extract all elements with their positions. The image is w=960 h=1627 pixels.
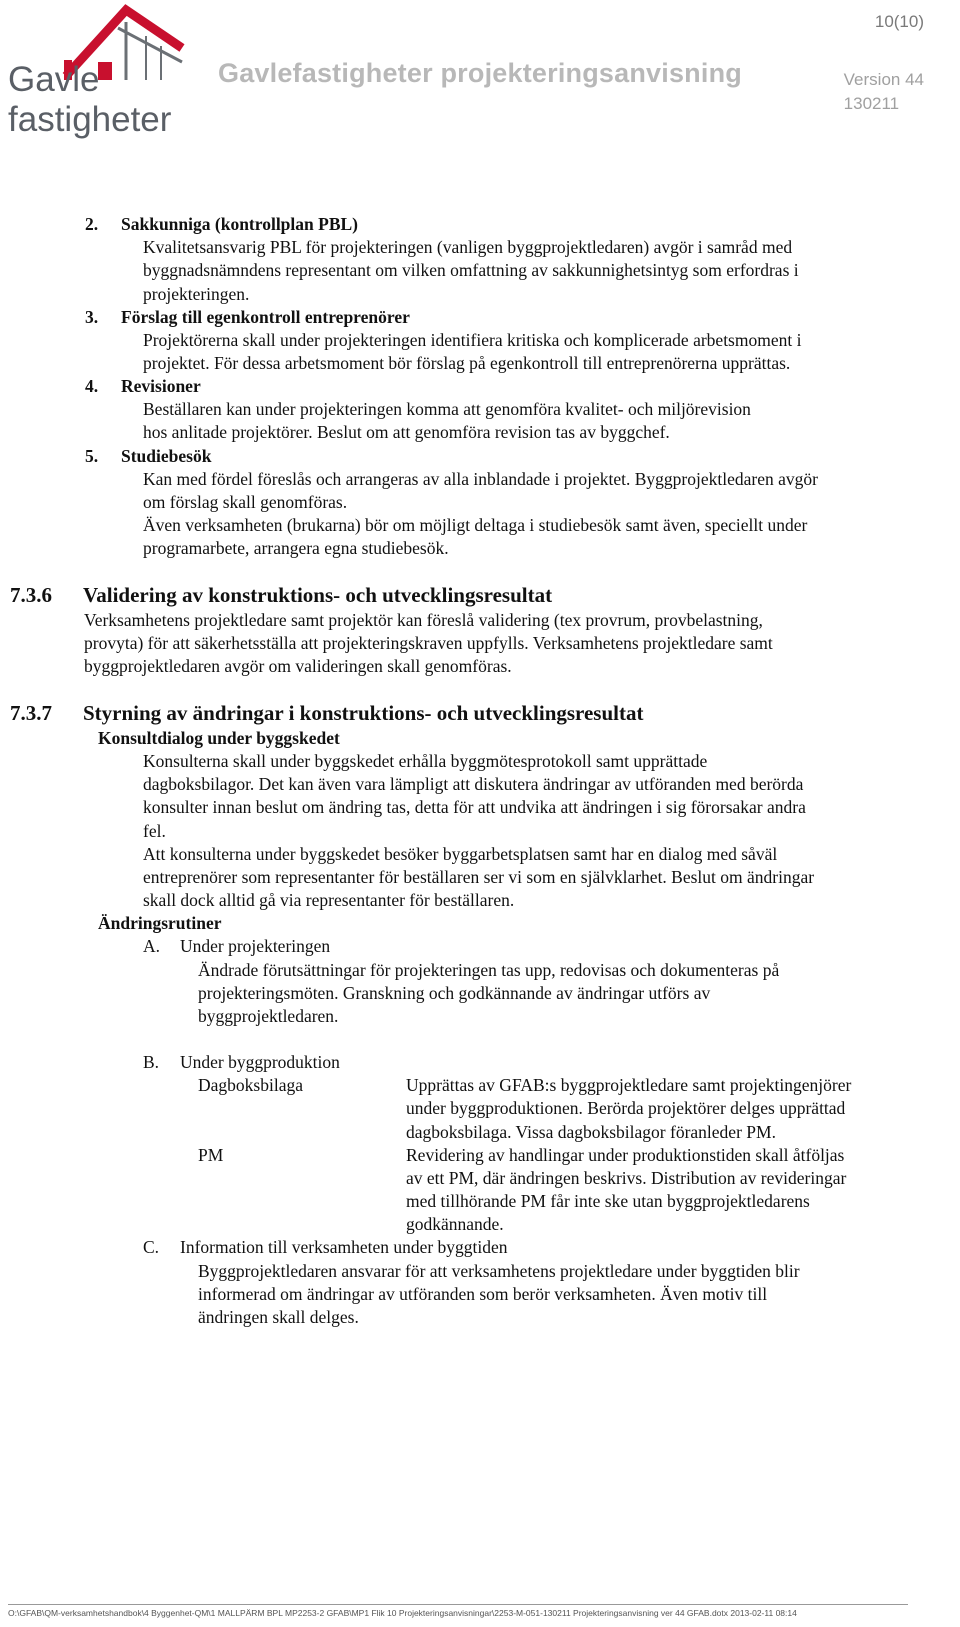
item-5-line: Kan med fördel föreslås och arrangeras av alla inblandade i projektet. Byggprojektledaren avgör [143, 469, 818, 489]
konsultdialog-line: Att konsulterna under byggskedet besöker byggarbetsplatsen samt har en dialog med såväl [143, 844, 778, 864]
section-7-3-6-line: byggprojektledaren avgör om valideringen skall genomföras. [84, 656, 512, 676]
konsultdialog-line: dagboksbilagor. Det kan även vara lämpligt att diskutera ändringar av utföranden med berörda [143, 774, 804, 794]
konsultdialog-line: Konsulterna skall under byggskedet erhålla byggmötesprotokoll samt upprättade [143, 751, 708, 771]
item-5-line: Även verksamheten (brukarna) bör om möjligt deltaga i studiebesök samt även, speciellt under [143, 515, 808, 535]
section-7-3-6-number: 7.3.6 [10, 583, 52, 607]
definition-line: Upprättas av GFAB:s byggprojektledare samt projektingenjörer [406, 1075, 852, 1095]
routine-b-letter: B. [143, 1052, 160, 1072]
item-4-line: Beställaren kan under projekteringen komma att genomföra kvalitet- och miljörevision [143, 399, 751, 419]
item-4-line: hos anlitade projektörer. Beslut om att genomföra revision tas av byggchef. [143, 422, 670, 442]
item-5-line: om förslag skall genomföras. [143, 492, 348, 512]
item-5-line: programarbete, arrangera egna studiebesök. [143, 538, 449, 558]
item-2-line: Kvalitetsansvarig PBL för projekteringen (vanligen byggprojektledaren) avgör i samråd med [143, 237, 793, 257]
item-2-number: 2. [85, 214, 99, 234]
routine-c-line: Byggprojektledaren ansvarar för att verksamhetens projektledare under byggtiden blir [198, 1261, 800, 1281]
logo-text-fastigheter: fastigheter [8, 100, 172, 139]
item-3-number: 3. [85, 307, 99, 327]
definition-line: under byggproduktionen. Berörda projektörer delges upprättad [406, 1098, 846, 1118]
term-dagboksbilaga: Dagboksbilaga [198, 1075, 303, 1095]
section-7-3-7-number: 7.3.7 [10, 701, 52, 725]
definition-line: Revidering av handlingar under produktionstiden skall åtföljas [406, 1145, 845, 1165]
footer-file-path: O:\GFAB\QM-verksamhetshandbok\4 Byggenhet-QM\1 MALLPÄRM BPL MP2253-2 GFAB\MP1 Flik 10 Projekteringsanvisningar\2253-M-051-130211 Projekteringsanvisning ver 44 GFAB.dotx 2013-02-11 08:14 [8, 1608, 797, 1618]
definition-line: dagboksbilaga. Vissa dagboksbilagor föranleder PM. [406, 1122, 776, 1142]
definition-line: av ett PM, där ändringen beskrivs. Distribution av revideringar [406, 1168, 847, 1188]
item-4-number: 4. [85, 376, 99, 396]
item-5-heading: Studiebesök [121, 446, 212, 466]
document-title: Gavlefastigheter projekteringsanvisning [218, 58, 742, 88]
routine-a-line: byggprojektledaren. [198, 1006, 339, 1026]
routine-c-line: informerad om ändringar av utföranden som berör verksamheten. Även motiv till [198, 1284, 768, 1304]
item-2-heading: Sakkunniga (kontrollplan PBL) [121, 214, 358, 234]
section-7-3-6-line: provyta) för att säkerhetsställa att projekteringskraven uppfylls. Verksamhetens projektledare samt [84, 633, 773, 653]
item-4-heading: Revisioner [121, 376, 201, 396]
term-pm: PM [198, 1145, 224, 1165]
version-block [844, 68, 924, 116]
routine-c-line: ändringen skall delges. [198, 1307, 359, 1327]
section-7-3-6-title: Validering av konstruktions- och utvecklingsresultat [83, 583, 553, 607]
logo-text-gavle: Gavle [8, 60, 100, 99]
item-2-line: projekteringen. [143, 284, 250, 304]
item-3-line: Projektörerna skall under projekteringen identifiera kritiska och komplicerade arbetsmoment i [143, 330, 802, 350]
routine-a-line: projekteringsmöten. Granskning och godkännande av ändringar utförs av [198, 983, 711, 1003]
konsultdialog-line: konsulter innan beslut om ändring tas, detta för att undvika att ändringen i sig förorsakar andra [143, 797, 806, 817]
routine-a-letter: A. [143, 936, 161, 956]
item-5-number: 5. [85, 446, 99, 466]
item-2-line: byggnadsnämndens representant om vilken omfattning av sakkunnighetsintyg som erfordras i [143, 260, 799, 280]
subheading-andringsrutiner: Ändringsrutiner [98, 913, 222, 933]
routine-a-title: Under projekteringen [180, 936, 331, 956]
footer-divider [8, 1604, 908, 1605]
konsultdialog-line: skall dock alltid gå via representanter för beställaren. [143, 890, 515, 910]
definition-line: med tillhörande PM får inte ske utan byggprojektledarens [406, 1191, 810, 1211]
item-3-heading: Förslag till egenkontroll entreprenörer [121, 307, 410, 327]
routine-c-letter: C. [143, 1237, 160, 1257]
konsultdialog-line: fel. [143, 821, 166, 841]
page-number: 10(10) [874, 12, 924, 31]
version-label: Version 44 [843, 70, 924, 89]
gavle-fastigheter-logo [6, 2, 196, 144]
item-3-line: projektet. För dessa arbetsmoment bör förslag på egenkontroll till entreprenörerna upprättas. [143, 353, 791, 373]
routine-b-title: Under byggproduktion [180, 1052, 340, 1072]
routine-a-line: Ändrade förutsättningar för projekteringen tas upp, redovisas och dokumenteras på [198, 960, 780, 980]
konsultdialog-line: entreprenörer som representanter för beställaren ser vi som en självklarhet. Beslut om ändringar [143, 867, 815, 887]
routine-c-title: Information till verksamheten under byggtiden [180, 1237, 508, 1257]
subheading-konsultdialog: Konsultdialog under byggskedet [98, 728, 340, 748]
section-7-3-6-line: Verksamhetens projektledare samt projektör kan föreslå validering (tex provrum, provbelastning, [84, 610, 763, 630]
definition-line: godkännande. [406, 1214, 504, 1234]
version-date: 130211 [843, 94, 900, 113]
section-7-3-7-title: Styrning av ändringar i konstruktions- och utvecklingsresultat [83, 701, 644, 725]
